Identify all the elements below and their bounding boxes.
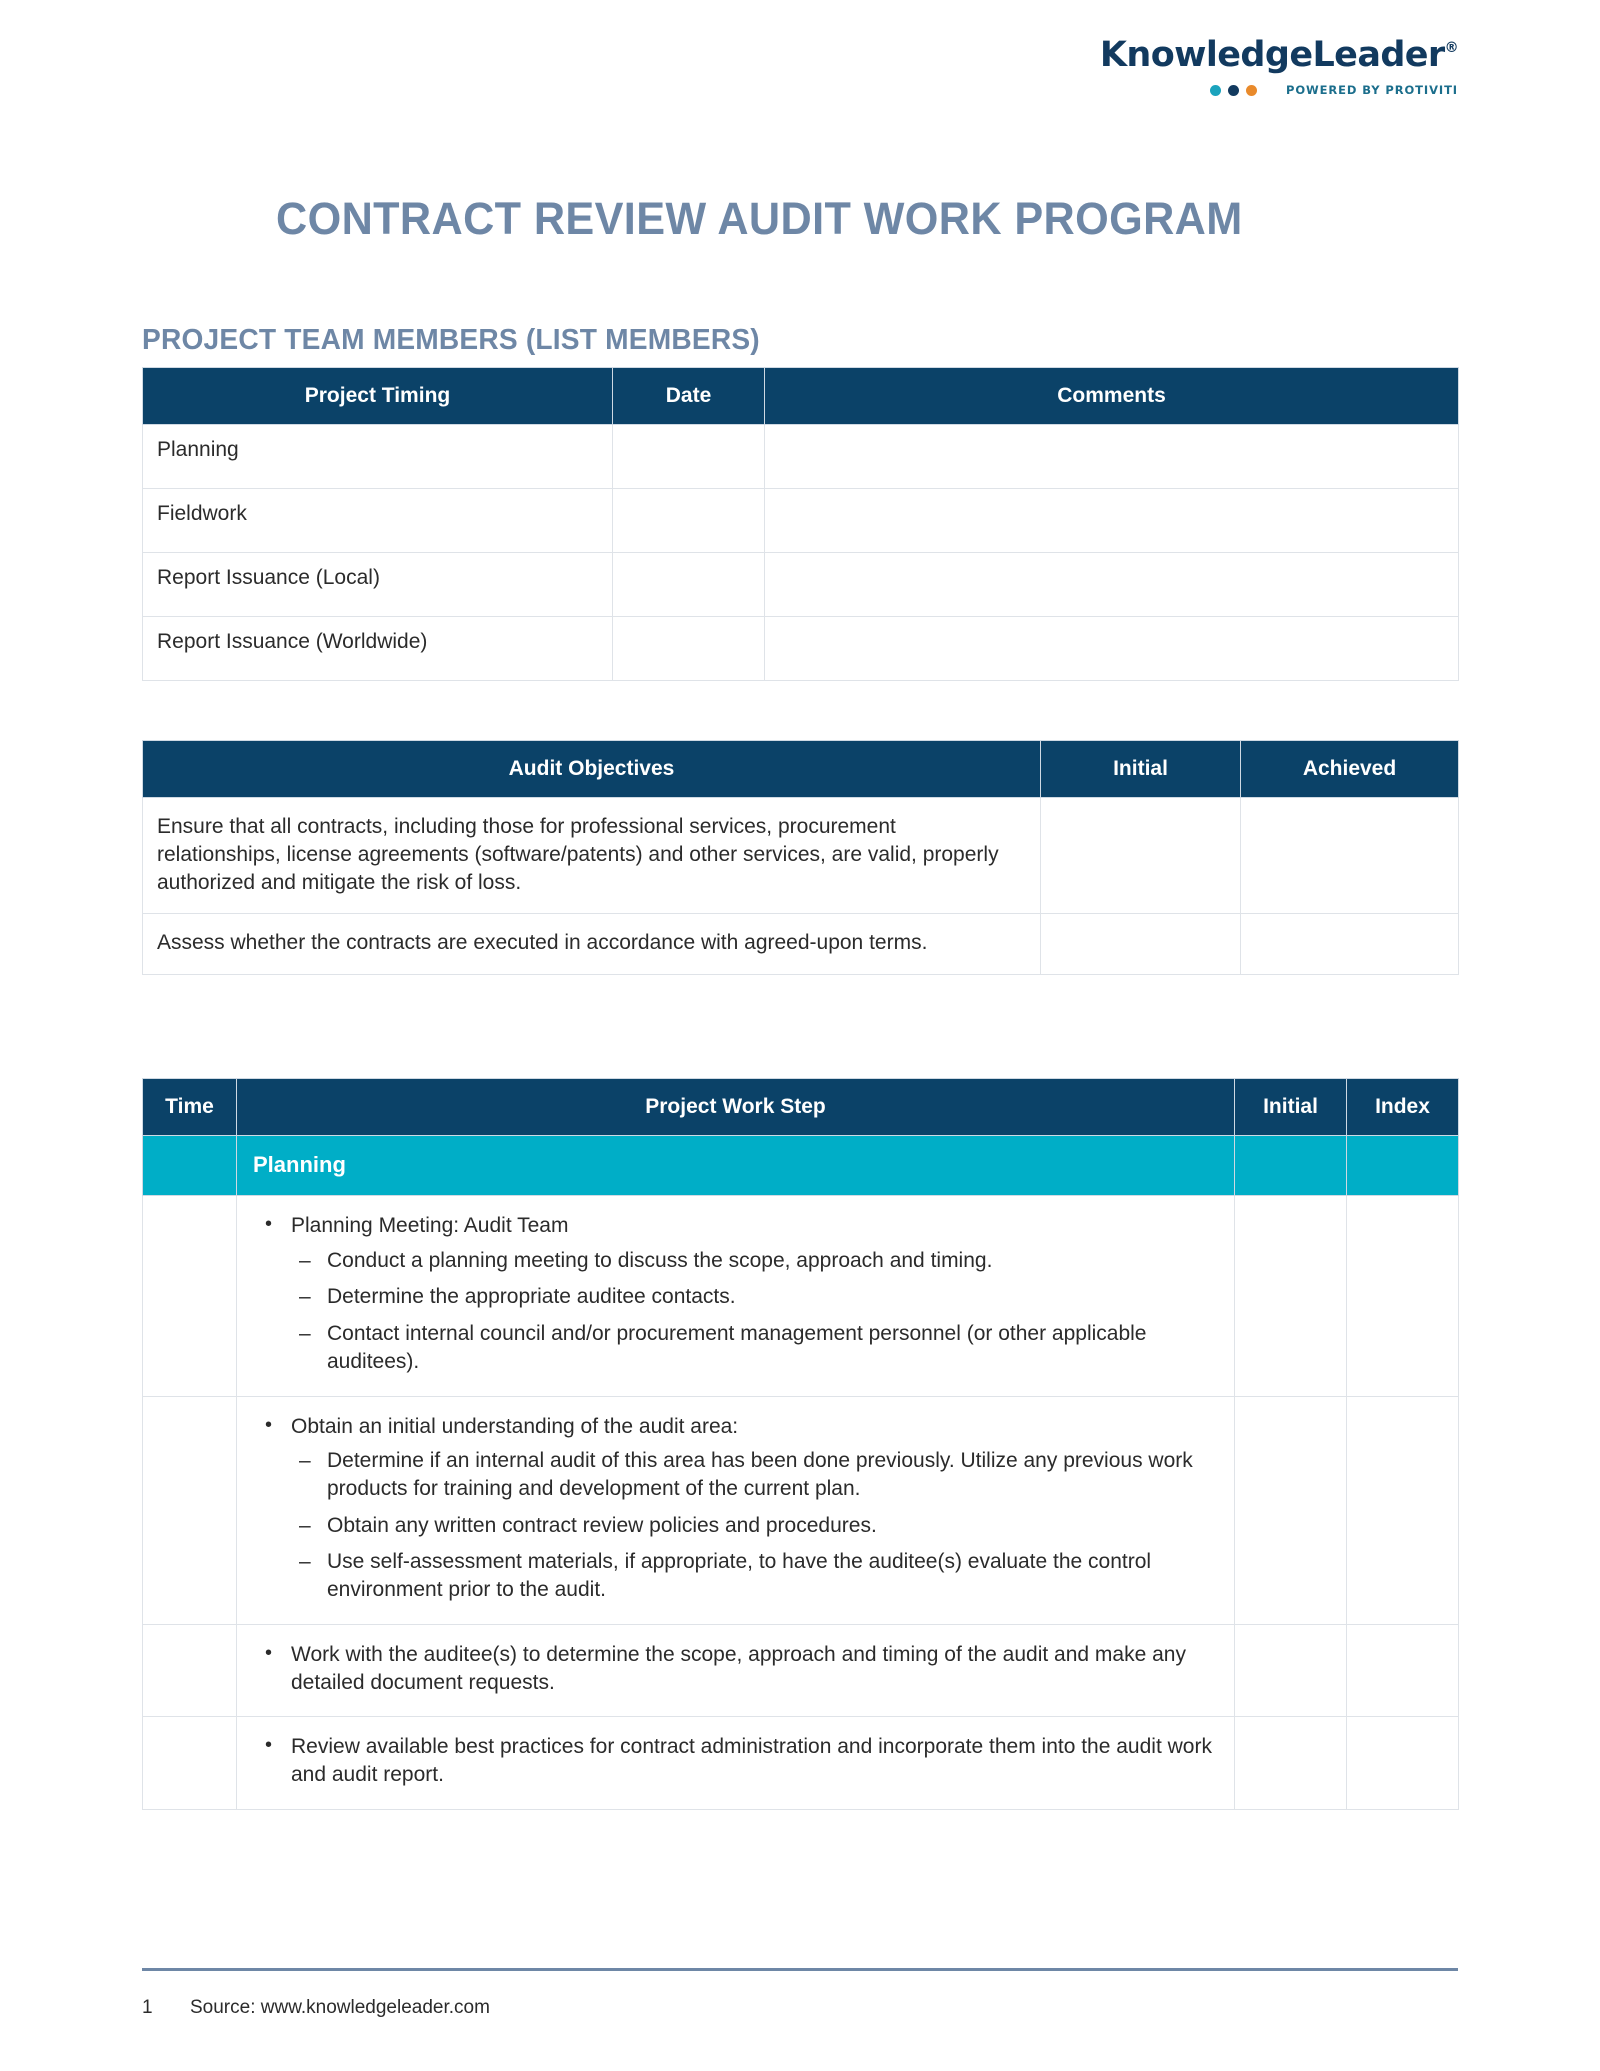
logo-tagline: POWERED BY PROTIVITI: [1286, 83, 1458, 97]
column-header-initial: Initial: [1235, 1079, 1347, 1136]
column-header-project-work-step: Project Work Step: [237, 1079, 1235, 1136]
work-step-time-cell[interactable]: [143, 1196, 237, 1397]
work-step-bullet: • Work with the auditee(s) to determine the scope, approach and timing of the audit and make any detailed document requests.: [251, 1641, 1216, 1696]
timing-date-cell[interactable]: [613, 553, 765, 617]
column-header-comments: Comments: [765, 368, 1459, 425]
work-step-time-cell[interactable]: [143, 1624, 237, 1716]
audit-objective-text: Ensure that all contracts, including those for professional services, procurement relationships, license agreements (software/patents) and other services, are valid, properly authorized and mitigate the risk of loss.: [143, 798, 1041, 914]
work-step-index-cell[interactable]: [1347, 1396, 1459, 1624]
table-header-row: [143, 1079, 1459, 1136]
timing-date-cell[interactable]: [613, 425, 765, 489]
work-step-bullet-list: [251, 1733, 1216, 1788]
objective-achieved-cell[interactable]: [1241, 914, 1459, 974]
timing-label-report-issuance-worldwide: Report Issuance (Worldwide): [143, 617, 613, 681]
work-step-sub-item: – Determine if an internal audit of this area has been done previously. Utilize any previous work products for training and development of the current plan.: [291, 1447, 1216, 1502]
work-step-index-cell[interactable]: [1347, 1196, 1459, 1397]
work-step-index-cell[interactable]: [1347, 1624, 1459, 1716]
timing-date-cell[interactable]: [613, 489, 765, 553]
table-row: [143, 617, 1459, 681]
table-row: [143, 425, 1459, 489]
logo-subline: [1100, 85, 1458, 97]
audit-objective-text: Assess whether the contracts are executed in accordance with agreed-upon terms.: [143, 914, 1041, 974]
timing-comments-cell[interactable]: [765, 553, 1459, 617]
page-title: CONTRACT REVIEW AUDIT WORK PROGRAM: [276, 193, 1243, 245]
work-step-content: [237, 1196, 1235, 1397]
timing-label-planning: Planning: [143, 425, 613, 489]
work-step-row: [143, 1624, 1459, 1716]
work-step-content: [237, 1396, 1235, 1624]
column-header-initial: Initial: [1041, 741, 1241, 798]
timing-label-report-issuance-local: Report Issuance (Local): [143, 553, 613, 617]
column-header-project-timing: Project Timing: [143, 368, 613, 425]
column-header-time: Time: [143, 1079, 237, 1136]
work-step-bullet: [251, 1212, 1216, 1376]
table-row: [143, 798, 1459, 914]
footer-divider: [142, 1968, 1458, 1971]
section-time-cell: [143, 1136, 237, 1196]
work-step-content: [237, 1624, 1235, 1716]
page-number: 1: [142, 1997, 153, 2018]
work-step-row: [143, 1396, 1459, 1624]
timing-comments-cell[interactable]: [765, 489, 1459, 553]
work-step-bullet-list: [251, 1413, 1216, 1604]
work-step-bullet-text: Planning Meeting: Audit Team: [291, 1214, 569, 1237]
section-initial-cell: [1235, 1136, 1347, 1196]
timing-comments-cell[interactable]: [765, 425, 1459, 489]
section-label-planning: Planning: [237, 1136, 1235, 1196]
logo-dot-orange-icon: [1246, 85, 1257, 96]
table-header-row: [143, 741, 1459, 798]
column-header-index: Index: [1347, 1079, 1459, 1136]
column-header-audit-objectives: Audit Objectives: [143, 741, 1041, 798]
timing-date-cell[interactable]: [613, 617, 765, 681]
work-step-sub-item: – Contact internal council and/or procurement management personnel (or other applicable auditees).: [291, 1320, 1216, 1375]
work-step-bullet-list: [251, 1212, 1216, 1376]
column-header-date: Date: [613, 368, 765, 425]
work-step-initial-cell[interactable]: [1235, 1717, 1347, 1809]
work-step-index-cell[interactable]: [1347, 1717, 1459, 1809]
work-step-bullet-list: [251, 1641, 1216, 1696]
work-step-time-cell[interactable]: [143, 1396, 237, 1624]
work-step-row: [143, 1717, 1459, 1809]
logo-dot-navy-icon: [1228, 85, 1239, 96]
table-row: [143, 553, 1459, 617]
work-step-sub-item: – Determine the appropriate auditee contacts.: [291, 1283, 1216, 1311]
logo-dot-teal-icon: [1210, 85, 1221, 96]
logo-wordmark: [1099, 35, 1458, 75]
objective-initial-cell[interactable]: [1041, 798, 1241, 914]
timing-comments-cell[interactable]: [765, 617, 1459, 681]
work-step-initial-cell[interactable]: [1235, 1396, 1347, 1624]
work-step-time-cell[interactable]: [143, 1717, 237, 1809]
work-step-sub-list: [291, 1247, 1216, 1376]
table-row: [143, 489, 1459, 553]
project-work-step-table: [142, 1078, 1459, 1810]
work-step-sub-item: – Conduct a planning meeting to discuss the scope, approach and timing.: [291, 1247, 1216, 1275]
section-row-planning: [143, 1136, 1459, 1196]
registered-trademark-icon: ®: [1444, 40, 1458, 56]
section-heading-project-team-members: PROJECT TEAM MEMBERS (LIST MEMBERS): [142, 324, 760, 357]
section-index-cell: [1347, 1136, 1459, 1196]
timing-label-fieldwork: Fieldwork: [143, 489, 613, 553]
project-timing-table: [142, 367, 1459, 681]
work-step-initial-cell[interactable]: [1235, 1196, 1347, 1397]
table-row: [143, 914, 1459, 974]
objective-achieved-cell[interactable]: [1241, 798, 1459, 914]
work-step-sub-list: [291, 1447, 1216, 1604]
work-step-sub-item: – Use self-assessment materials, if appropriate, to have the auditee(s) evaluate the control environment prior to the audit.: [291, 1548, 1216, 1603]
work-step-bullet: [251, 1413, 1216, 1604]
table-header-row: [143, 368, 1459, 425]
footer-source-text: Source: www.knowledgeleader.com: [190, 1997, 490, 2018]
work-step-initial-cell[interactable]: [1235, 1624, 1347, 1716]
knowledgeleader-logo: [1099, 35, 1458, 97]
work-step-bullet: • Review available best practices for contract administration and incorporate them into the audit work and audit report.: [251, 1733, 1216, 1788]
work-step-sub-item: – Obtain any written contract review policies and procedures.: [291, 1512, 1216, 1540]
column-header-achieved: Achieved: [1241, 741, 1459, 798]
work-step-content: [237, 1717, 1235, 1809]
work-step-bullet-text: Obtain an initial understanding of the audit area:: [291, 1414, 739, 1438]
objective-initial-cell[interactable]: [1041, 914, 1241, 974]
logo-wordmark-text: KnowledgeLeader: [1099, 35, 1445, 75]
work-step-row: [143, 1196, 1459, 1397]
audit-objectives-table: [142, 740, 1459, 975]
